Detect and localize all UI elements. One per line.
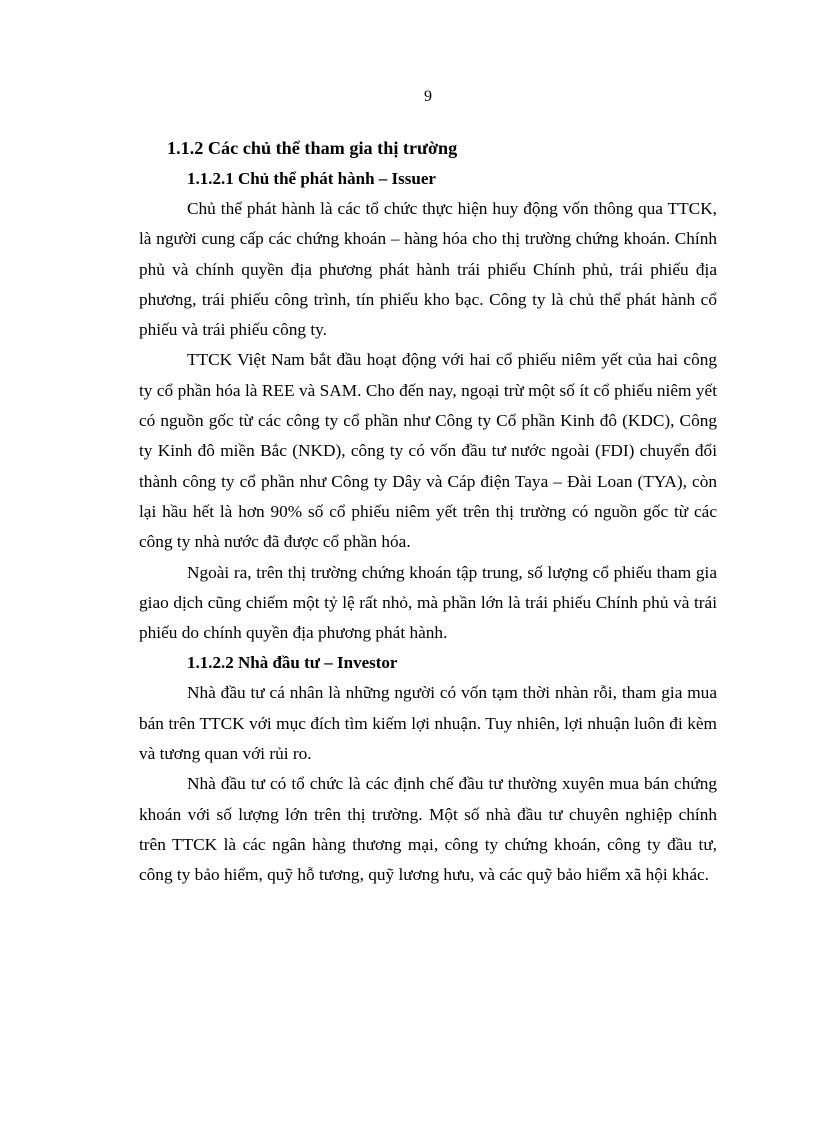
paragraph: TTCK Việt Nam bắt đầu hoạt động với hai cổ phiếu niêm yết của hai công ty cổ phần hóa là REE và SAM. Cho đến nay, ngoại trừ một số ít cổ phiếu niêm yết có nguồn gốc từ các công ty cổ phần như Công ty Cổ phần Kinh đô (KDC), Công ty Kinh đô miền Bắc (NKD), công ty có vốn đầu tư nước ngoài (FDI) chuyển đổi thành công ty cổ phần như Công ty Dây và Cáp điện Taya – Đài Loan (TYA), còn lại hầu hết là hơn 90% số cổ phiếu niêm yết trên thị trường có nguồn gốc từ các công ty nhà nước đã được cổ phần hóa.	[139, 350, 717, 552]
paragraph: Ngoài ra, trên thị trường chứng khoán tập trung, số lượng cổ phiếu tham gia giao dịch cũng chiếm một tỷ lệ rất nhỏ, mà phần lớn là trái phiếu Chính phủ và trái phiếu do chính quyền địa phương phát hành.	[139, 562, 717, 643]
page-number: 9	[424, 88, 432, 105]
paragraph: Nhà đầu tư cá nhân là những người có vốn tạm thời nhàn rỗi, tham gia mua bán trên TTCK với mục đích tìm kiếm lợi nhuận. Tuy nhiên, lợi nhuận luôn đi kèm và tương quan với rủi ro.	[139, 683, 717, 764]
paragraph: Chủ thể phát hành là các tổ chức thực hiện huy động vốn thông qua TTCK, là người cung cấp các chứng khoán – hàng hóa cho thị trường chứng khoán. Chính phủ và chính quyền địa phương phát hành trái phiếu Chính phủ, trái phiếu địa phương, trái phiếu công trình, tín phiếu kho bạc. Công ty là chủ thể phát hành cổ phiếu và trái phiếu công ty.	[139, 199, 717, 340]
page-content	[139, 132, 717, 891]
paragraph: Nhà đầu tư có tổ chức là các định chế đầu tư thường xuyên mua bán chứng khoán với số lượng lớn trên thị trường. Một số nhà đầu tư chuyên nghiệp chính trên TTCK là các ngân hàng thương mại, công ty chứng khoán, công ty đầu tư, công ty bảo hiểm, quỹ hỗ tương, quỹ lương hưu, và các quỹ bảo hiểm xã hội khác.	[139, 774, 717, 885]
section-heading: 1.1.2 Các chủ thể tham gia thị trường	[167, 138, 458, 158]
subsection-heading-investor: 1.1.2.2 Nhà đầu tư – Investor	[187, 653, 398, 673]
subsection-heading-issuer: 1.1.2.1 Chủ thể phát hành – Issuer	[187, 169, 436, 188]
